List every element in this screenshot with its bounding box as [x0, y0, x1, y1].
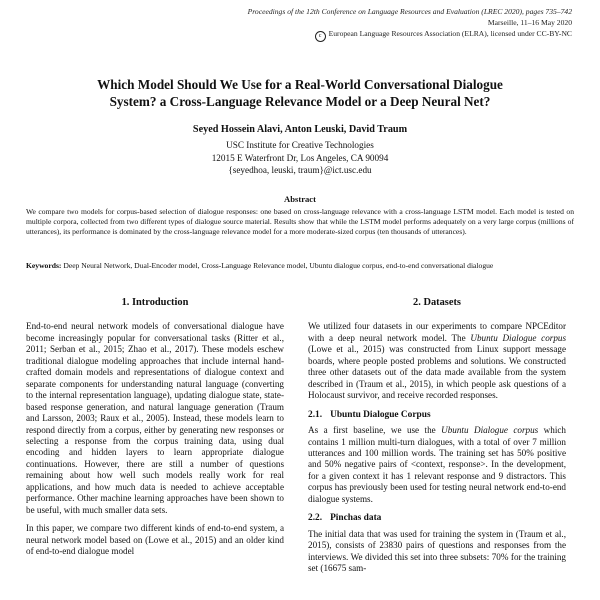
datasets-paragraph: We utilized four datasets in our experiments to compare NPCEditor with a deep neural network model. The Ubuntu Dialogue corpus (Lowe et al., 2015) was constructed from Linux support message boards, where people posted problems and solutions. We constructed three other datasets out of the data made available from the system described in (Traum et al., 2015), in which people ask questions of a Holocaust survivor, and receive recorded responses. [308, 321, 566, 401]
proceedings-header [212, 6, 572, 42]
section-heading-introduction: 1. Introduction [121, 297, 189, 308]
intro-paragraph-1: End-to-end neural network models of conversational dialogue have become increasingly popular for conversational tasks (Ritter et al., 2011; Serban et al., 2015; Zhao et al., 2017). These models eschew traditional dialogue modeling approaches that include internal hand-crafted domain models and representations of dialogue context and separate components for understanding natural language (converting to the internal representation language), updating dialogue state, state-based response generation, and natural language generation (Traum and Larsson, 2003; Raux et al., 2005). Instead, these models learn to respond directly from a corpus, either by generating new responses or selecting a response from the corpus training data, using dual encoding and hidden layers to learn appropriate dialogue continuations. However, there are still a number of questions remaining about how well such models really work for real applications, and how much data is needed to achieve acceptable performance. Other machine learning approaches have been shown to be useful, with much smaller data sets. [26, 321, 284, 515]
section-heading-datasets: 2. Datasets [413, 297, 461, 308]
authors: Seyed Hossein Alavi, Anton Leuski, David Traum [192, 124, 408, 135]
ubuntu-paragraph: As a first baseline, we use the Ubuntu Dialogue corpus which contains 1 million multi-turn dialogues, with a total of over 7 million utterances and 100 million words. The training set has 50% positive and 50% negative pairs of <context, response>. In the development, for a given context it has 1 relevant response and 9 distractors. This corpus has previously been used for testing neural network end-to-end dialogue systems. [308, 425, 566, 504]
title-line-2: System? a Cross-Language Relevance Model or a Deep Neural Net? [109, 94, 491, 109]
affiliation-block [40, 139, 560, 177]
keywords-text: Deep Neural Network, Dual-Encoder model, Cross-Language Relevance model, Ubuntu dialogue corpus, end-to-end conversational dialogue [61, 261, 494, 270]
pinchas-paragraph: The initial data that was used for training the system in (Traum et al., 2015), consists of 23830 pairs of questions and responses from the interviews. We divided this set into three subsets: 70% for the training set (16675 sam- [308, 528, 566, 574]
proceedings-line: Proceedings of the 12th Conference on Language Resources and Evaluation (LREC 2020), pages 735–742 [247, 7, 572, 16]
paper-title [40, 76, 560, 110]
subsection-heading-ubuntu: 2.1. Ubuntu Dialogue Corpus [308, 409, 431, 420]
location-line: Marseille, 11–16 May 2020 [487, 18, 572, 27]
intro-paragraph-2: In this paper, we compare two different kinds of end-to-end system, a neural network model based on (Lowe et al., 2015) and an older kind of end-to-end dialogue model [26, 523, 284, 557]
affiliation: USC Institute for Creative Technologies [226, 140, 374, 150]
copyright-text: European Language Resources Association (ELRA), licensed under CC-BY-NC [328, 29, 572, 38]
title-line-1: Which Model Should We Use for a Real-World Conversational Dialogue [97, 77, 503, 92]
keywords-label: Keywords: [26, 261, 62, 270]
address: 12015 E Waterfront Dr, Los Angeles, CA 90094 [211, 152, 389, 163]
copyright-icon: c [315, 31, 326, 42]
abstract-text: We compare two models for corpus-based selection of dialogue responses: one based on cross-language relevance with a cross-language LSTM model. Each model is tested on multiple corpora, collected from two different types of dialogue source material. Results show that while the LSTM model performs adequately on a very large corpus (millions of utterances), its performance is dominated by the cross-language relevance model for a more moderate-sized corpus (ten thousands of utterances). [26, 207, 574, 237]
keywords [26, 261, 574, 271]
left-column [26, 297, 284, 565]
subsection-heading-pinchas: 2.2. Pinchas data [308, 513, 382, 524]
emails: {seyedhoa, leuski, traum}@ict.usc.edu [228, 165, 372, 175]
abstract-heading: Abstract [284, 194, 316, 204]
right-column [308, 297, 566, 582]
copyright-line [212, 28, 572, 42]
